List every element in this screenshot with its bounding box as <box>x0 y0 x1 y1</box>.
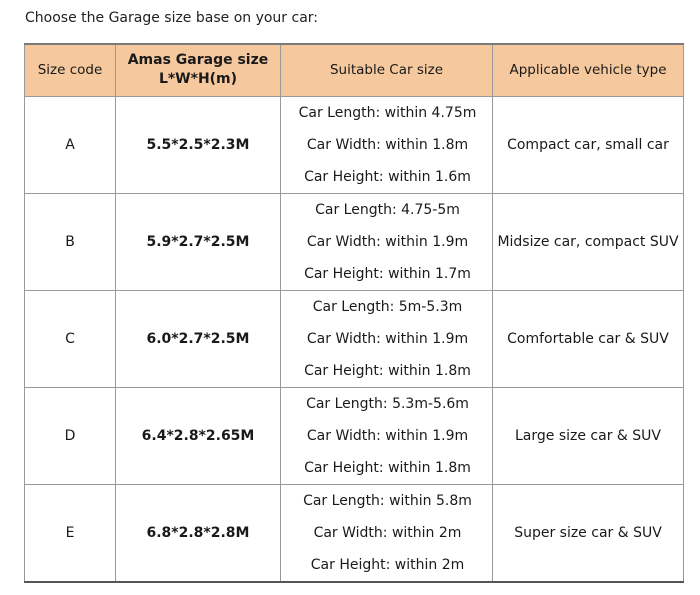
table-header-row <box>25 44 684 96</box>
header-garage-size-line2: L*W*H(m) <box>158 71 238 88</box>
size-code-cell: D <box>25 387 116 484</box>
table-row <box>25 193 684 290</box>
table-row <box>25 484 684 582</box>
suitable-car-size-cell <box>281 193 493 290</box>
garage-size-cell: 5.5*2.5*2.3M <box>116 96 281 193</box>
table-row <box>25 290 684 387</box>
vehicle-type-cell: Super size car & SUV <box>493 484 684 582</box>
header-garage-size <box>116 44 281 96</box>
size-code-cell: A <box>25 96 116 193</box>
garage-size-cell: 5.9*2.7*2.5M <box>116 193 281 290</box>
size-code-cell: B <box>25 193 116 290</box>
car-width: Car Width: within 1.9m <box>306 427 469 444</box>
header-suitable-car-size: Suitable Car size <box>281 44 493 96</box>
car-width: Car Width: within 2m <box>313 524 462 541</box>
car-width: Car Width: within 1.9m <box>306 233 469 250</box>
car-length: Car Length: 5.3m-5.6m <box>306 395 469 412</box>
header-vehicle-type: Applicable vehicle type <box>493 44 684 96</box>
car-width: Car Width: within 1.8m <box>306 136 469 153</box>
header-garage-size-line1: Amas Garage size <box>127 52 269 69</box>
car-height: Car Height: within 1.8m <box>304 459 471 476</box>
garage-size-table <box>24 43 684 583</box>
vehicle-type-cell: Compact car, small car <box>493 96 684 193</box>
car-width: Car Width: within 1.9m <box>306 330 469 347</box>
car-length: Car Length: within 5.8m <box>303 492 472 509</box>
vehicle-type-cell: Comfortable car & SUV <box>493 290 684 387</box>
car-height: Car Height: within 2m <box>310 556 465 573</box>
garage-size-cell: 6.4*2.8*2.65M <box>116 387 281 484</box>
suitable-car-size-cell <box>281 290 493 387</box>
car-height: Car Height: within 1.6m <box>304 168 471 185</box>
car-height: Car Height: within 1.7m <box>304 265 471 282</box>
size-code-cell: C <box>25 290 116 387</box>
garage-size-cell: 6.0*2.7*2.5M <box>116 290 281 387</box>
suitable-car-size-cell <box>281 484 493 582</box>
car-length: Car Length: 4.75-5m <box>315 201 460 218</box>
table-row <box>25 96 684 193</box>
car-height: Car Height: within 1.8m <box>304 362 471 379</box>
intro-text: Choose the Garage size base on your car: <box>25 10 319 26</box>
table-row <box>25 387 684 484</box>
header-size-code: Size code <box>25 44 116 96</box>
car-length: Car Length: within 4.75m <box>298 104 477 121</box>
car-length: Car Length: 5m-5.3m <box>312 298 463 315</box>
suitable-car-size-cell <box>281 96 493 193</box>
vehicle-type-cell: Large size car & SUV <box>493 387 684 484</box>
garage-size-cell: 6.8*2.8*2.8M <box>116 484 281 582</box>
size-code-cell: E <box>25 484 116 582</box>
vehicle-type-cell: Midsize car, compact SUV <box>493 193 684 290</box>
suitable-car-size-cell <box>281 387 493 484</box>
